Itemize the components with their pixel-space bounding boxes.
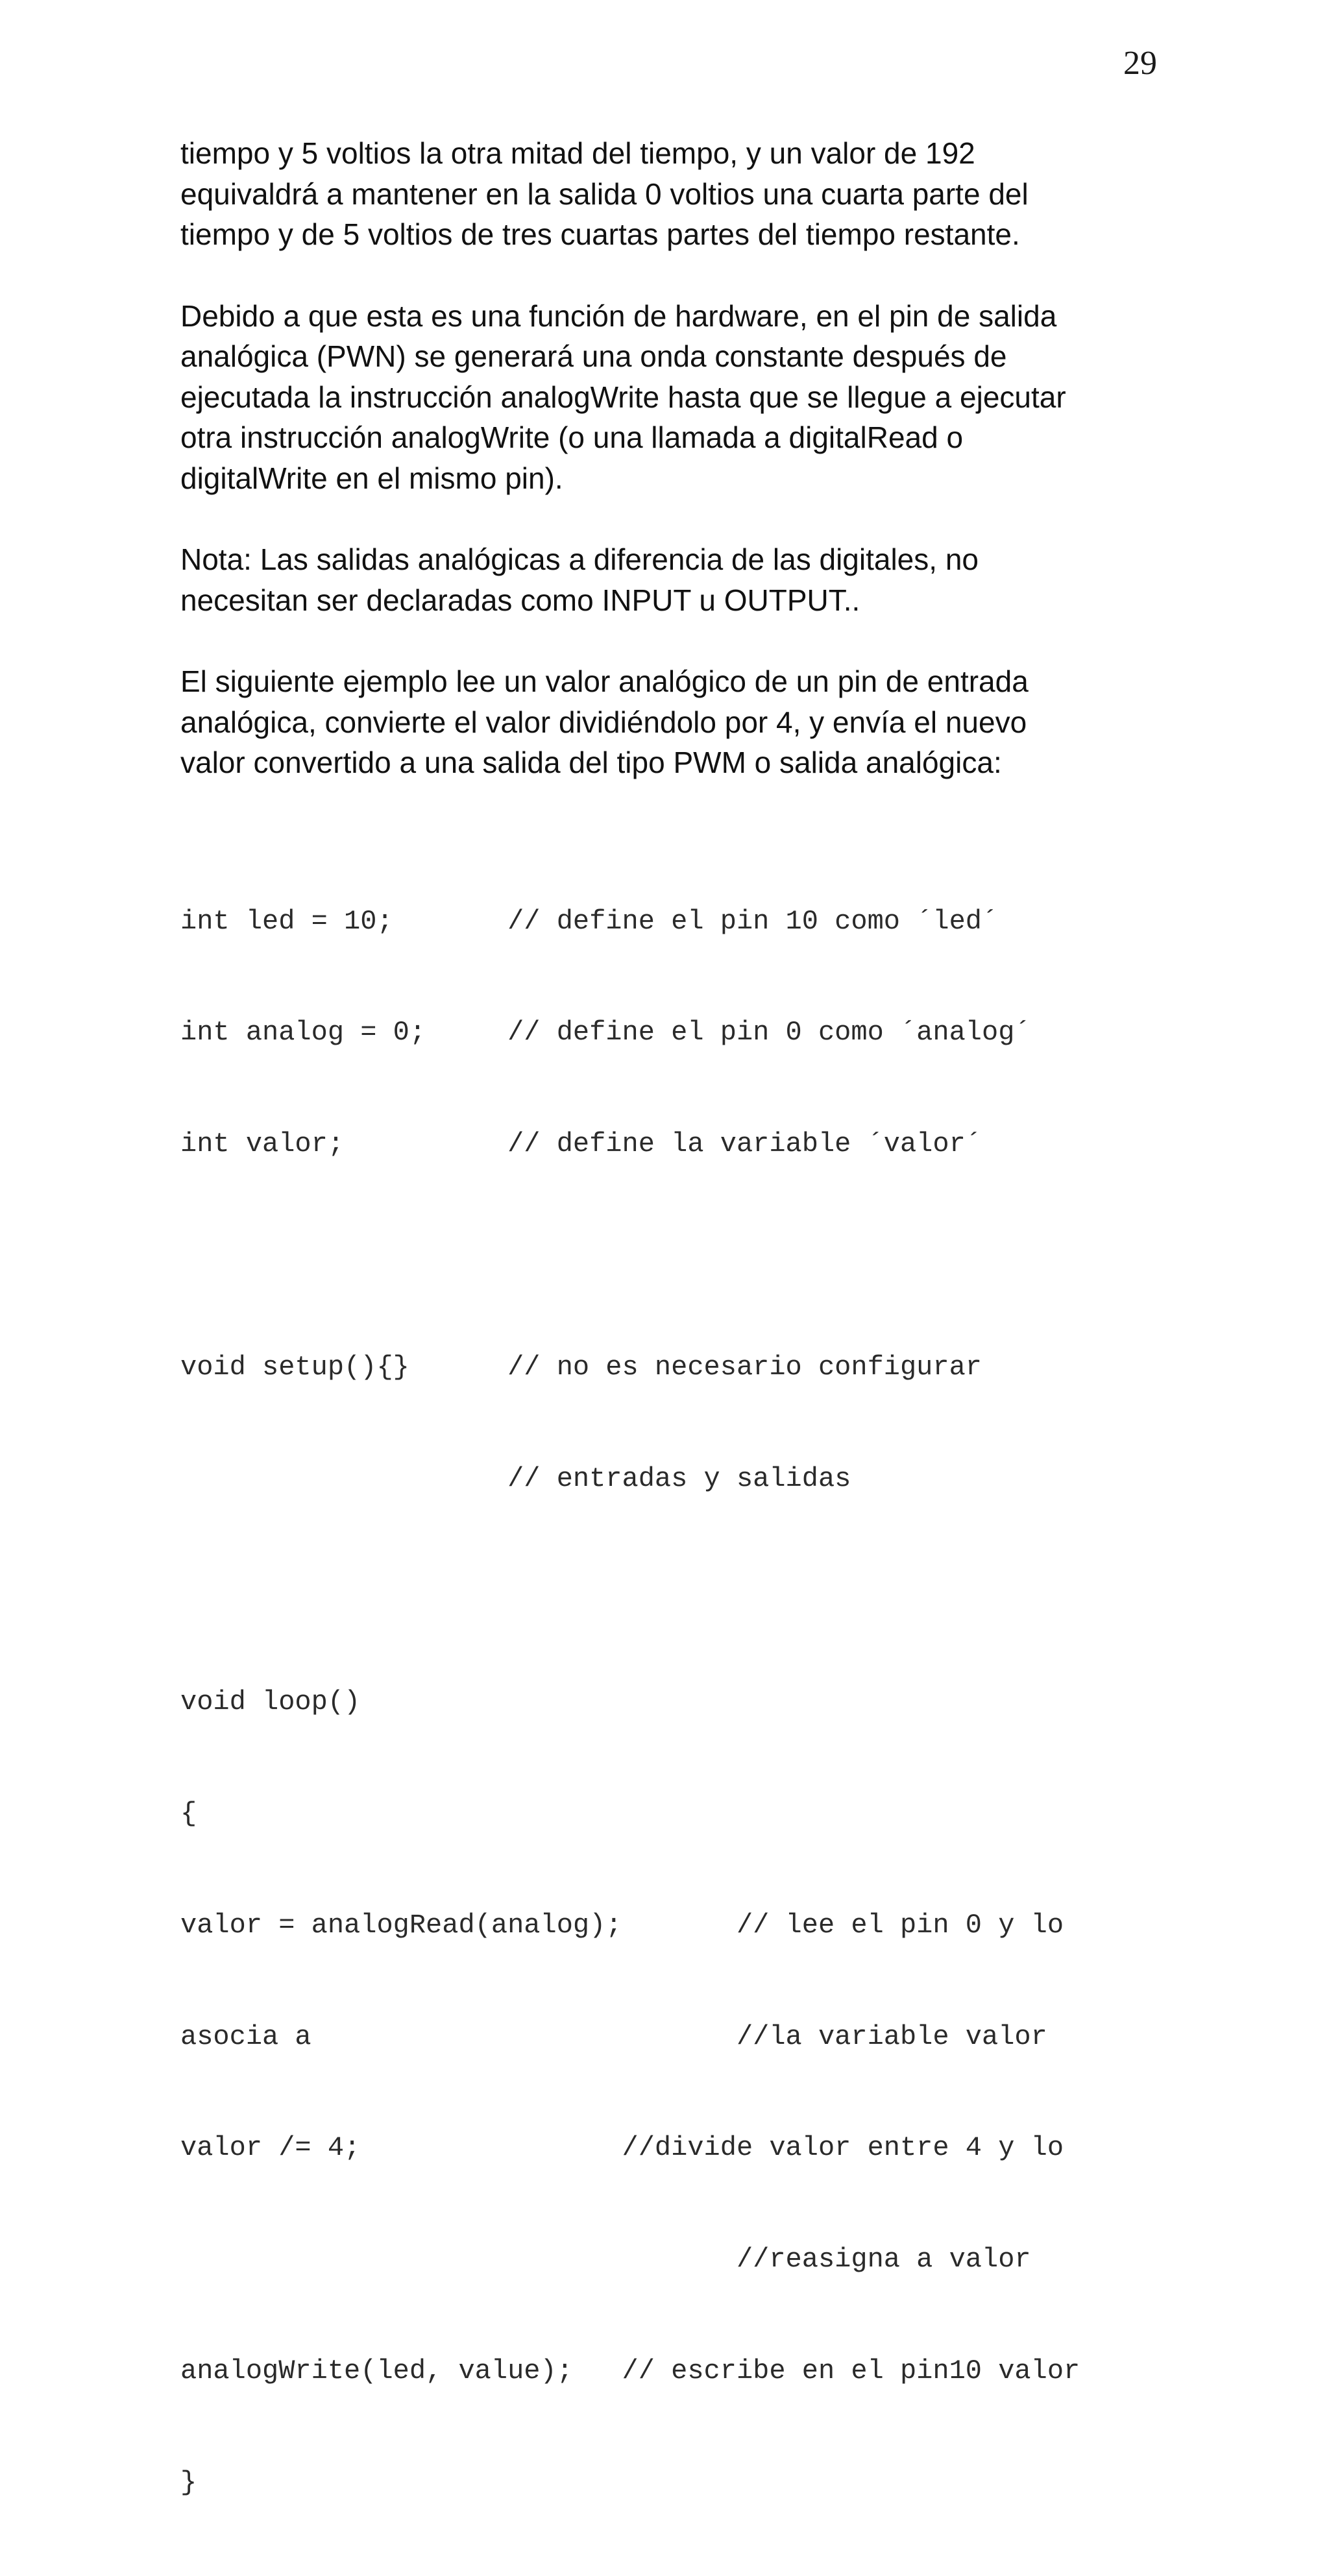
code-line: void setup(){} // no es necesario configurar <box>180 1352 982 1383</box>
code-line: int valor; // define la variable ´valor´ <box>180 1128 982 1160</box>
code-line: valor /= 4; //divide valor entre 4 y lo <box>180 2132 1064 2164</box>
code-line: // entradas y salidas <box>180 1463 851 1495</box>
text-line: tiempo y de 5 voltios de tres cuartas partes del tiempo restante. <box>180 217 1020 251</box>
text-line: Nota: Las salidas analógicas a diferencia de las digitales, no <box>180 542 979 576</box>
paragraph-example-intro <box>180 661 1141 783</box>
page-number: 29 <box>1123 45 1157 82</box>
code-listing <box>180 829 1080 2576</box>
text-line: ejecutada la instrucción analogWrite hasta que se llegue a ejecutar <box>180 380 1066 414</box>
text-line: valor convertido a una salida del tipo PWM o salida analógica: <box>180 746 1002 779</box>
text-line: El siguiente ejemplo lee un valor analógico de un pin de entrada <box>180 664 1029 698</box>
text-line: Debido a que esta es una función de hardware, en el pin de salida <box>180 298 1057 333</box>
code-line: //reasigna a valor <box>180 2244 1031 2276</box>
text-line: tiempo y 5 voltios la otra mitad del tiempo, y un valor de 192 <box>180 136 975 170</box>
text-line: otra instrucción analogWrite (o una llamada a digitalRead o <box>180 420 964 454</box>
text-line: necesitan ser declaradas como INPUT u OUTPUT.. <box>180 583 860 617</box>
text-line: analógica, convierte el valor dividiéndolo por 4, y envía el nuevo <box>180 705 1027 739</box>
code-line-blank <box>180 1572 1080 1609</box>
code-line: } <box>180 2467 197 2499</box>
text-line: equivaldrá a mantener en la salida 0 voltios una cuarta parte del <box>180 176 1029 211</box>
text-line: analógica (PWN) se generará una onda constante después de <box>180 339 1007 373</box>
code-line: { <box>180 1797 197 1829</box>
code-line: asocia a //la variable valor <box>180 2021 1047 2052</box>
code-line: analogWrite(led, value); // escribe en el pin10 valor <box>180 2355 1080 2387</box>
body-text <box>180 133 1141 824</box>
text-line: digitalWrite en el mismo pin). <box>180 461 563 495</box>
code-line: int analog = 0; // define el pin 0 como ´analog´ <box>180 1017 1031 1049</box>
paragraph-note <box>180 539 1141 620</box>
code-line: void loop() <box>180 1686 361 1718</box>
code-line-blank <box>180 1237 1080 1274</box>
code-line: valor = analogRead(analog); // lee el pin 0 y lo <box>180 1909 1064 1941</box>
code-line: int led = 10; // define el pin 10 como ´led´ <box>180 905 999 937</box>
paragraph-hardware-function <box>180 296 1141 499</box>
paragraph-pwm-duty-cycle <box>180 133 1141 255</box>
